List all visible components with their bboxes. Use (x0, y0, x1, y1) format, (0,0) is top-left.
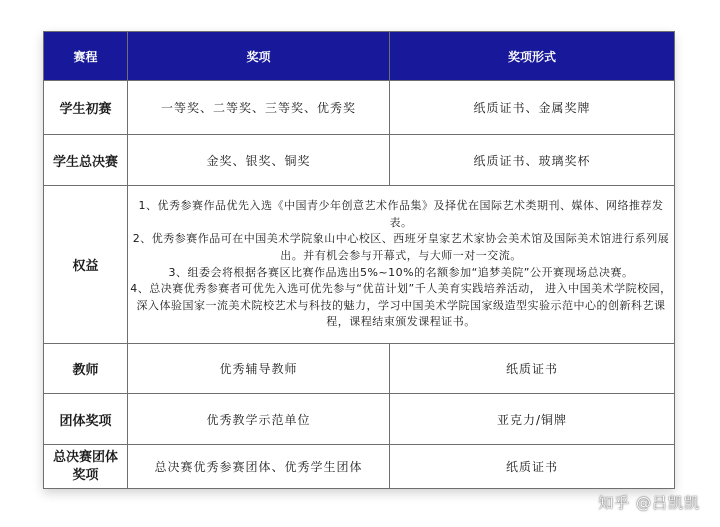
award-table-container (43, 31, 674, 489)
row-award-form: 纸质证书、玻璃奖杯 (390, 135, 675, 186)
row-award: 优秀辅导教师 (128, 344, 390, 394)
row-stage: 团体奖项 (44, 394, 128, 445)
table-row (44, 394, 675, 445)
row-award: 优秀教学示范单位 (128, 394, 390, 445)
row-stage (44, 445, 128, 489)
table-row (44, 445, 675, 489)
rights-item: 3、组委会将根据各赛区比赛作品选出5%~10%的名额参加“追梦美院”公开赛现场总决赛。 (168, 265, 634, 279)
watermark: 知乎 @吕凯凯 (598, 494, 700, 512)
row-award: 总决赛优秀参赛团体、优秀学生团体 (128, 445, 390, 489)
row-stage-line: 总决赛团体 (52, 449, 118, 465)
award-table (43, 31, 675, 489)
row-stage: 学生总决赛 (44, 135, 128, 186)
rights-item: 4、总决赛优秀参赛者可优先入选可优先参与“优苗计划”千人美育实践培养活动， 进入中国美术学院校园，深入体验国家一流美术院校艺术与科技的魅力，学习中国美术学院国家级造型实验示范中心的创新科艺课程，课程结束颁发课程证书。 (130, 282, 672, 329)
table-row-rights (44, 186, 675, 344)
row-award: 金奖、银奖、铜奖 (128, 135, 390, 186)
row-stage: 学生初赛 (44, 81, 128, 135)
row-award-form: 亚克力/铜牌 (390, 394, 675, 445)
rights-item: 1、优秀参赛作品优先入选《中国青少年创意艺术作品集》及择优在国际艺术类期刊、媒体、网络推荐发表。 (138, 199, 664, 229)
table-row (44, 135, 675, 186)
header-award: 奖项 (128, 32, 390, 81)
row-award-form: 纸质证书、金属奖牌 (390, 81, 675, 135)
row-award-form: 纸质证书 (390, 344, 675, 394)
rights-text (128, 186, 675, 344)
row-stage: 权益 (44, 186, 128, 344)
rights-item: 2、优秀参赛作品可在中国美术学院象山中心校区、西班牙皇家艺术家协会美术馆及国际美术馆进行系列展出。并有机会参与开幕式，与大师一对一交流。 (132, 232, 670, 262)
header-stage: 赛程 (44, 32, 128, 81)
table-row (44, 81, 675, 135)
table-row (44, 344, 675, 394)
row-stage: 教师 (44, 344, 128, 394)
table-header-row (44, 32, 675, 81)
row-stage-text (53, 449, 118, 485)
row-stage-line: 奖项 (72, 467, 99, 483)
header-award-form: 奖项形式 (390, 32, 675, 81)
row-award: 一等奖、二等奖、三等奖、优秀奖 (128, 81, 390, 135)
row-award-form: 纸质证书 (390, 445, 675, 489)
